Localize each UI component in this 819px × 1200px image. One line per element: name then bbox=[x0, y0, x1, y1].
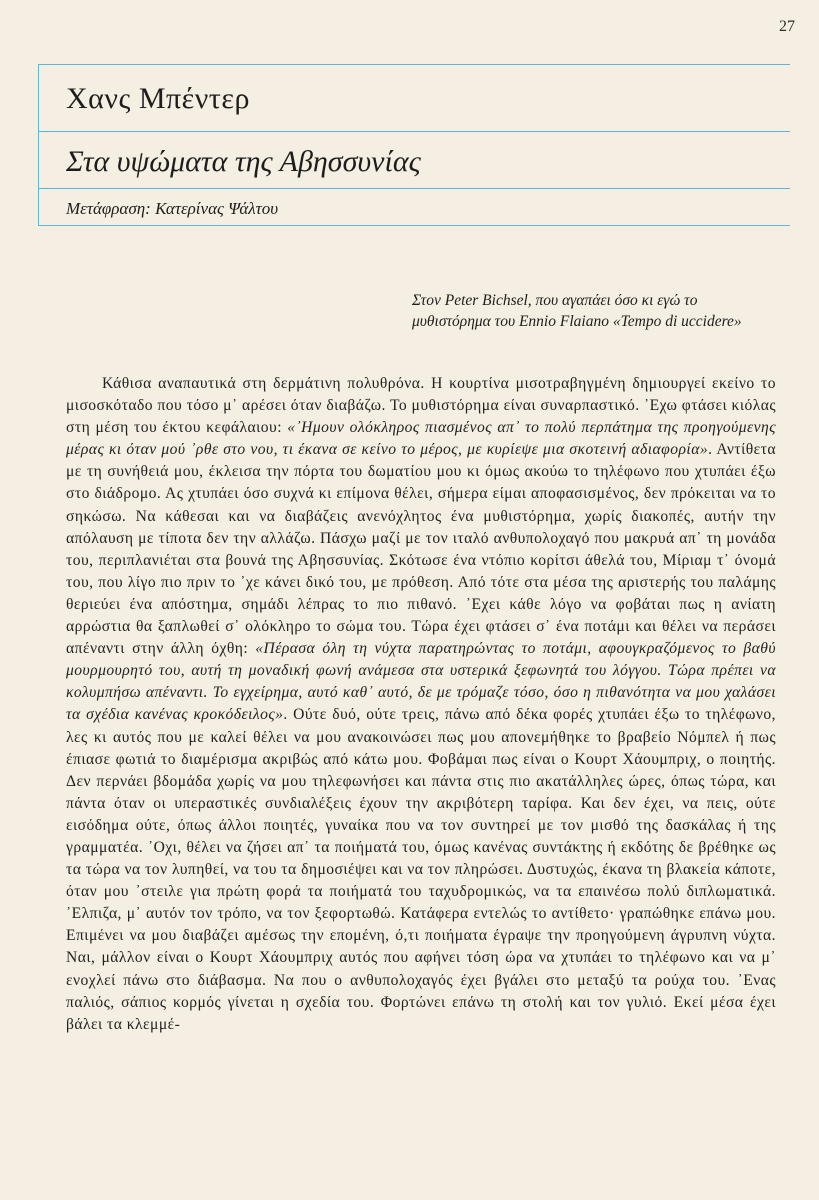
page-number: 27 bbox=[779, 18, 795, 35]
novel-quote: «Πέρασα όλη τη νύχτα παρατηρώντας το ποτάμι, αφουγκραζόμενος το βαθύ μουρμουρητό του, αυτή τη μοναδική φωνή ανάμεσα στα υστερικά ξεφωνητά του λόγγου. Τώρα πρέπει να κολυμπήσω απέναντι. Το εγχείρημα, αυτό καθ᾽ αυτό, δε με τρόμαζε τόσο, όσο η πιθανότητα να μου χαλάσει τα σχέδια κανένας κροκόδειλος» bbox=[66, 640, 776, 724]
header-divider bbox=[38, 131, 790, 132]
translator-credit: Μετάφραση: Κατερίνας Ψάλτου bbox=[66, 199, 279, 218]
body-text-segment: Κάθισα αναπαυτικά στη δερμάτινη πολυθρόνα. Η κουρτίνα μισοτραβηγμένη δημιουργεί εκείνο το μισοσκόταδο που τόσο μ᾽ αρέσει όταν διαβάζω. Το μυθιστόρημα είναι συναρπαστικό. ᾽Εχω φτάσει κιόλας στη μέση του έκτου κεφάλαιου: bbox=[66, 375, 776, 437]
story-body bbox=[66, 373, 776, 1036]
body-text-segment: . Ούτε δυό, ούτε τρεις, πάνω από δέκα φορές χτυπάει έξω το τηλέφωνο, λες κι αυτός που με καλεί θέλει να μου ανακοινώσει πως μου απονεμήθηκε το βραβείο Νόμπελ ή πως έπιασε φωτιά το διαμέρισμα ακριβώς από κάτω μου. Φοβάμαι πως είναι ο Κουρτ Χάουμπριχ, ο ποιητής. Δεν περνάει βδομάδα χωρίς να μου τηλεφωνήσει και πάντα στις πιο ακατάλληλες ώρες, όπως τώρα, και πάντα όταν οι υπεραστικές συνδιαλέξεις έχουν την ακριβότερη ταρίφα. Και δεν έχει, να πεις, ούτε εισόδημα ούτε, όπως άλλοι ποιητές, γυναίκα που να τον συντηρεί με τον μισθό της δασκάλας ή της γραμματέα. ᾽Οχι, θέλει να ζήσει απ᾽ τα ποιήματά του, όμως κανένας συντάκτης ή εκδότης δε βρέθηκε ως τα τώρα να τον λυπηθεί, να του τα δημοσιέψει και να τον πληρώσει. Δυστυχώς, έκανα τη βλακεία κάποτε, όταν μου ᾽στειλε για πρώτη φορά τα ποιήματά του ταχυδρομικώς, να τα επαινέσω πολύ διπλωματικά. ᾽Ελπιζα, μ᾽ αυτόν τον τρόπο, να τον ξεφορτωθώ. Κατάφερα εντελώς το αντίθετο· γραπώθηκε επάνω μου. Επιμένει να μου διαβάζει αμέσως την επομένη, ό,τι ποιήματα έγραψε την προηγούμενη άγρυπνη νύχτα. Ναι, μάλλον είναι ο Κουρτ Χάουμπριχ αυτός που αφήνει τόση ώρα να χτυπάει το τηλέφωνο και να μ᾽ ενοχλεί πάνω στο διάβασμα. Να που ο ανθυπολοχαγός έχει βγάλει στο μεταξύ τα ρούχα του. ᾽Ενας παλιός, σάπιος κορμός γίνεται η σχεδία του. Φορτώνει επάνω τη στολή και τον γυλιό. Εκεί μέσα έχει βάλει τα κλεμμέ- bbox=[66, 706, 776, 1033]
dedication: Στον Peter Bichsel, που αγαπάει όσο κι εγώ το μυθιστόρημα του Ennio Flaiano «Tempo di uccidere» bbox=[412, 292, 742, 330]
body-text-segment: . Αντίθετα με τη συνήθειά μου, έκλεισα την πόρτα του δωματίου μου κι όμως ακούω το τηλέφωνο που χτυπάει έξω στο διάδρομο. Ας χτυπάει όσο συχνά κι επίμονα θέλει, σήμερα είμαι αποφασισμένος, δεν πρόκειται να το σηκώσω. Να κάθεσαι και να διαβάζεις ανενόχλητος ένα μυθιστόρημα, χωρίς διακοπές, αυτήν την απόλαυση με τίποτα δεν την αλλάζω. Πάσχω μαζί με τον ιταλό ανθυπολοχαγό που μακρυά απ᾽ τη μονάδα του, περιπλανιέται στα βουνά της Αβησσυνίας. Σκότωσε ένα ντόπιο κορίτσι άθελά του, Μίριαμ τ᾽ όνομά του, που λίγο πιο πριν το ᾽χε κάνει δικό του, με πρόθεση. Από τότε στα μέσα της αριστερής του παλάμης θεριεύει ένα απόστημα, σημάδι λέπρας το πιο πιθανό. ᾽Εχει κάθε λόγο να φοβάται πως η ανίατη αρρώστια θα ξαπλωθεί σ᾽ ολόκληρο το σώμα του. Τώρα έχει φτάσει σ᾽ ένα ποτάμι και θέλει να περάσει απέναντι στην άλλη όχθη: bbox=[66, 441, 776, 658]
title-divider bbox=[38, 188, 790, 189]
paragraph bbox=[66, 373, 776, 1036]
author-name: Χανς Μπέντερ bbox=[66, 82, 250, 115]
story-title: Στα υψώματα της Αβησσυνίας bbox=[66, 145, 421, 178]
novel-quote: «᾽Ημουν ολόκληρος πιασμένος απ᾽ το πολύ περπάτημα της προηγούμενης μέρας κι όταν μού ᾽ρθε στο νου, τι έκανα σε κείνο το μέρος, με κυρίεψε μια σκοτεινή αδιαφορία» bbox=[66, 419, 776, 459]
